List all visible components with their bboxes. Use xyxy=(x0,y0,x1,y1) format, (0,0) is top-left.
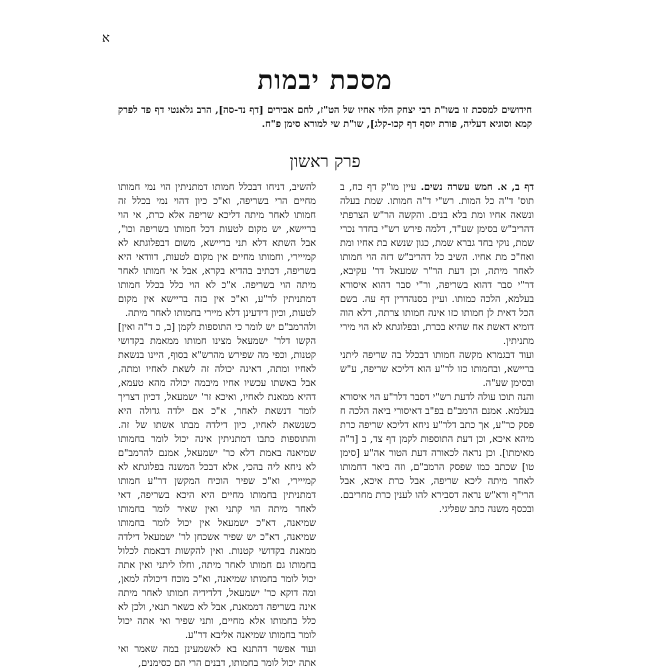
left-paragraph-2: ולהרמב"ם יש לומר כי התוספות לקמן [ב, כ ד"ה ואין] הקשו דלר' ישמעאל מצינו חמותו ממאמת בקדושי קטנות, וכפי מה שפירש מהרש"א בסוף, היינו בנשאת לאחיו ומתה, דאינה יכולה זה לשאת לאחיו ומתה, אבל באשתו עכשיו אחיו מיבמה יכולה מהא טעמא, דהיא ממאנת לאחיו, ואיכא זר' ישמעאל, דכיון דצריך לומר דנשאת לאחר, א"כ אם ילדה גדולה היא כשנשאת לאחיו, כיון דילדה מבתו אשתו של זה. והתוספות כתבו דמתניתין אינה יכול לומר בחמותו שמיאנה באמת דלא כר' ישמעאל, אמנם להרמב"ם לא ניחא ליה בהכי, אלא דבכל המשנה בפלוגתא לא קמייירי, וא"כ שפיר הוכיח המקשן דר"ע חמותו דמתניתין בחמותו מחיים היא היכא בשריפה, דאי לאחר מיתה הוי קתני ואין שאיר לומר בחמותו שמיאנה, דא"כ ישמעאל אין יכול לומר בחמותו שמיאנה, דא"כ יש שפיר אשכחן לר' ישמעאל דילדה ממאנת בקדושי קטנות. ואין להקשות דבאמת לכלול בחמותו גם חמותו לאחר מיתה, וחלו ליתני ואין אתה יכול לומר בחמותו שמיאנה, וא"כ מוכח דיכולה למאן, ומה דוקא כר' ישמעאל, דלדידיה חמותו לאחר מיתה אינה בשריפה דממאנת, אבל לא כשאר תנאי, ולכן לא כלל בחמותו אלא מחיים, ותני שפיר ואי אתה יכול לומר בחמותו שמיאנה אליבא דר"ע. xyxy=(118,322,316,641)
daf-lead: דף ב, א. חמש עשרה נשים. xyxy=(420,182,534,193)
left-paragraph-3: ועוד אפשר דהתנא בא לאשמעינן במה שאמר ואי אתה יכול לומר בחמותו, דבנים הרי הם כסימנים, xyxy=(118,644,316,669)
left-paragraph-1: להשיב, דניחו דבכלל חמותו דמתניתין הוי נמי חמותו מחיים הרי בשריפה, וא"כ כיון דהוי נמי בכלל זה חמותו לאחר מיתה דליכא שריפה אלא כרת, אי הוי בריישא, יש מקום לטעות דכל חמותו בשריפה וכו", אבל השתא דלא תני בריישא, משום דבפלוגתא לא קמייירי, וחמותו מחיים אין מקום לטעות, דוודאי היא בשריפה, דכתיב בהדיא בקרא, אבל אי חמותו לאחר מיתה הוי בשריפה. א"כ לא הוי כלל בכלל חמותו דמתניתין לר"ע, וא"כ אין בזה בריישא אין מקום לטעות, וכיון דידעינן דלא מיירי בחמותו לאחר מיתה. xyxy=(118,182,316,319)
chapter-heading: פרק ראשון xyxy=(289,152,361,172)
right-paragraph-3: והנה תוכו עולה לדעת רש"י דסבר דלר"ע הוי איסורא בעלמא. אמנם הרמב"ם בפ"ב דאיסורי ביאה הלכה ח פסק כר"ע, אך כתב דלר"ע ניחא דליכא שריפה כרת מיהא איכא, וכן דעת התוספות לקמן דף צד, ב [ד"ה מאימתו]. וכן נראה לכאורה דעת הטור אה"ע [סימן טו] שכתב כמו שפסק הרמב"ם, וזה ביאר דחמותו לאחר מיתה ליכא שריפה, אבל כרת איכא, אבל הרי"ף ורא"ש נראה דסבירא להו לענין כרת מחריבם. ובכסף משנה כתב שפליגי. xyxy=(340,392,534,515)
right-column xyxy=(340,181,534,621)
intro-paragraph: חידושים למסכת זו בשו"ת רבי יצחק הלוי אחיו של הט"ז, לחם אבירים [דף נד-סה], הרב גלאנטי דף פד לפרק קמא וסוגיא דעליה, פורת יוסף דף קכו-קלג], שו"ת שי למורא סימן פ"ח. xyxy=(118,105,532,130)
right-paragraph-2: ועוד דבגמרא מקשה חמותו דבכלל בה שריפה ליתני בריישא, ובחמותו כזו לר"ע הוא דליכא שריפה, ע"ש ובסימן שע"ה. xyxy=(340,350,534,389)
page-number: א xyxy=(102,31,110,46)
right-paragraph-1: עיין מו"ק דף כח, ב תוס' ד"ה כל המות. רש"י ד"ה חמותו. שמת בעלה ונשאה אחיו ומת בלא בנים. והקשה הר"ש הצרפתי דהריב"ש בסימן שע"ד, דלמה פירש רש"י בחדר נכרי שמת, נוקי בחד גברא שמת, כגון שנשא בת אחיו ומת ואח"כ מת אחיו. השיב כל דהריב"ש דזה הוי חמותו לאחר מיתה, וכן דעת הר"ר שמעאל דר' עקיבא, דר"י סבר דהוא בשריפה, ור"י סבר דהוא איסורא בעלמא, הלכה כמותו. ועיין בסנהדרין דף עה. בשם הכל דאית לן חמותו כזו אינה חמותו צרתה, דלא הוה דומיא דאשת אח שהיא בכרת, ובפלוגתא לא הוי מירי מתניתין. xyxy=(340,182,534,347)
tractate-title: מסכת יבמות xyxy=(257,66,393,96)
left-column xyxy=(118,181,316,669)
